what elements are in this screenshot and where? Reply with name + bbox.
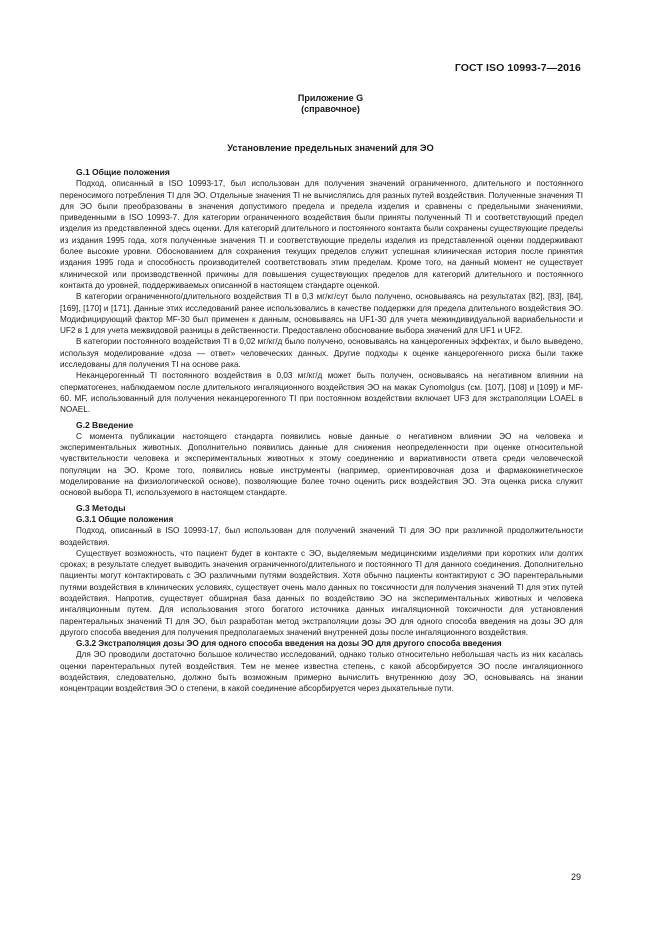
paragraph: Неканцерогенный TI постоянного воздействия в 0,03 мг/кг/д может быть получен, основываясь на негативном влиянии на сперматогенез, наблюдаемом после длительного ингаляционного воздействия ЭО на макак Cynomolgus (см. [107], [108] и [109]) и MF-60. MF, использованный для получения неканцерогенного TI при постоянном воздействии включает UF3 для экстраполяции LOAEL в NOAEL. — [60, 371, 583, 415]
annex-title: Приложение G — [297, 93, 364, 103]
annex-type: (справочное) — [301, 104, 360, 114]
section-heading-g2: G.2 Введение — [76, 419, 134, 430]
document-title: Установление предельных значений для ЭО — [227, 143, 434, 153]
paragraph: В категории постоянного воздействия TI в 0,02 мг/кг/д было получено, основываясь на канцерогенных эффектах, и было выведено, используя моделирование «доза — ответ» человеческих данных. Другие подходы к оценке канцерогенного риска были также исследованы для получения TI на основе рака. — [60, 337, 583, 370]
standard-designation: ГОСТ ISO 10993-7—2016 — [454, 62, 581, 74]
paragraph: Подход, описанный в ISO 10993-17, был использован для получений значений TI для ЭО при различной продолжительности воздействия. — [60, 526, 583, 547]
section-heading-g3: G.3 Методы — [76, 502, 126, 513]
subsection-heading-g32: G.3.2 Экстраполяция дозы ЭО для одного способа введения на дозы ЭО для другого способа введения — [76, 639, 502, 649]
paragraph: Существует возможность, что пациент будет в контакте с ЭО, выделяемым медицинскими изделиями при коротких или долгих сроках; в результате следует выводить значения ограниченного/длительного и постоянного TI для данного соединения. Дополнительно пациенты могут контактировать с ЭО различными путями воздействия. Хотя обычно пациенты контактируют с ЭО парентеральными путями воздействия в клинических условиях, существует очень мало данных по токсичности для получения значений TI для этих путей воздействия. Напротив, существует обширная база данных по воздействию ЭО на экспериментальных животных и человека ингаляционным путем. Для использования этого богатого источника данных ингаляционной токсичности для установления парентеральных значений TI для ЭО, был разработан метод экстраполяции дозы ЭО для одного способа введения на дозы ЭО для другого способа введения для получения предполагаемых значений внутренней дозы после ингаляционного воздействия. — [60, 548, 583, 637]
annex-heading — [0, 93, 661, 115]
document-body — [60, 167, 583, 695]
page-number: 29 — [570, 872, 581, 882]
paragraph: С момента публикации настоящего стандарта появились новые данные о негативном влиянии ЭО на человека и экспериментальных животных. Дополнительно появились данные для снижения неопределенности при оценке относительной чувствительности человека и экспериментальных животных к этому соединению и вариативности ответа среди человеческой популяции на ЭО. Кроме того, появились новые инструменты (например, ориентировочная доза и фармакокинетическое моделирование на физиологической основе), позволяющие более точно оценить риск воздействия ЭО. Эта оценка риска служит основой выбора TI, используемого в настоящем стандарте. — [60, 431, 583, 498]
section-heading-g1: G.1 Общие положения — [76, 167, 170, 177]
paragraph: В категории ограниченного/длительного воздействия TI в 0,3 мг/кг/сут было получено, основываясь на результатах [82], [83], [84], [169], [170] и [171]. Данные этих исследований ранее использовались в качестве поддержки для предела длительного воздействия ЭО. Модифицирующий фактор MF-30 был применен к данным, основываясь на UF1-30 для учета межиндивидуальной вариабельности и UF2 в 1 для учета межвидовой разницы в действенности. Предоставлено обоснование выбора значений для UF1 и UF2. — [60, 292, 583, 336]
paragraph: Подход, описанный в ISO 10993-17, был использован для получения значений ограниченного, длительного и постоянного переносимого потребления TI для ЭО. Отдельные значения TI не вычислялись для разных путей воздействия. Полученные значения TI для ЭО были преобразованы в значения допустимого предела и предела изделия и сравнены с предельными значениями, приведенными в ISO 10993-7. Для категории ограниченного воздействия были приняты полученный TI и соответствующий предел изделия из представленной здесь оценки. Для категорий длительного и постоянного контакта были сохранены существующие пределы из издания 1995 года, хотя полученные значения TI и соответствующие пределы изделия из представленной оценки поддерживают более высокие уровни. Обоснованием для сохранения текущих пределов служит успешная клиническая история после принятия издания 1995 года и способность производителей соответствовать этим пределам. Кроме того, на данный момент не существует клинической или производственной причины для повышения существующих пределов для категорий длительного и постоянного контакта до уровней, поддерживаемых описанной в настоящем стандарте оценкой. — [60, 179, 583, 290]
subsection-heading-g31: G.3.1 Общие положения — [76, 514, 174, 524]
paragraph: Для ЭО проводили достаточно большое количество исследований, однако только относительно небольшая часть из них касалась оценки парентеральных путей воздействия. Тем не менее известна степень, с какой абсорбируется ЭО после ингаляционного воздействия, следовательно, должно быть возможным примерно вычислить внутреннюю дозу ЭО, основываясь на знании концентрации воздействия ЭО о степени, в какой соединение абсорбируется через дыхательные пути. — [60, 650, 583, 694]
